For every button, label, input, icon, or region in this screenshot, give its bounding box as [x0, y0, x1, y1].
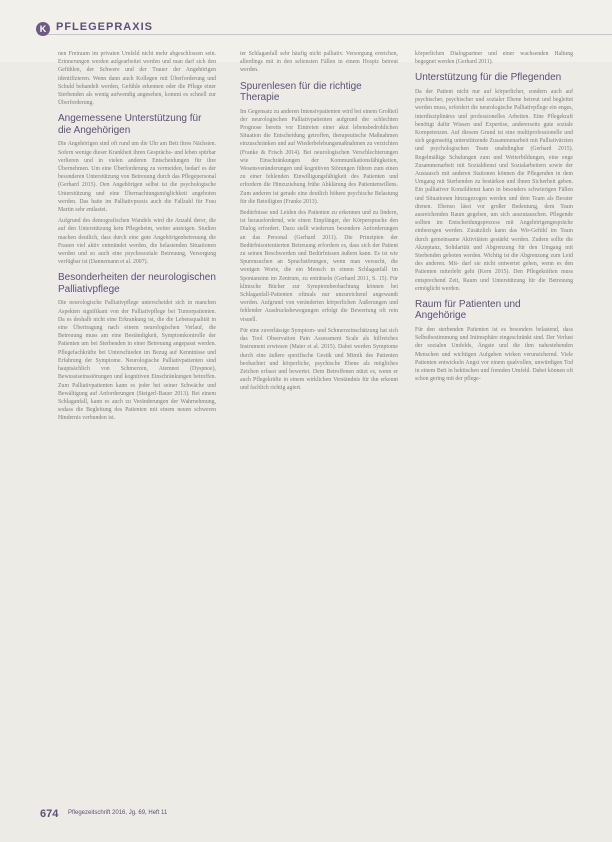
article-body	[58, 50, 578, 805]
paragraph: Aufgrund des demografischen Wandels wird die Anzahl derer, die auf den Unterstützung kein Pflegeheim, weiter ansteigen. Studien machen deutlich, dass durch eine gute Angehörigenbetreuung die Frauen viel aktiv entmündet werden, die belastenden Situationen werden und so auch eine psychosoziale Betreuung, Versorgung verfügbar ist (Dannemann et al. 2007).	[58, 218, 216, 266]
paragraph: Die Angehörigen sind oft rund um die Uhr am Bett ihres Nächsten. Sofern wenige dieser Krankheit ihren Gesprächs- und leben spürbar verlieren und in vielen anderen Entscheidungen für ihre Übernehmen. Um eine Überforderung zu vermeiden, bedarf es der besonderen Unterstützung von Betreuung durch das Pflegepersonal (Gerhard 2015). Den Angehörigen selbst ist die psychologische Unterstützung und eine Übernachtungsmöglichkeit angeboten werden. Das hatte im Palliativpraxis auch die Fallzahl für Frau Martin sehr entlastet.	[58, 141, 216, 214]
page-footer	[40, 808, 580, 822]
subheading: Spurenlesen für die richtige Therapie	[240, 80, 362, 104]
column-1	[58, 50, 216, 805]
subheading: Unterstützung für die Pflegenden	[415, 72, 562, 84]
paragraph: Bedürfnisse und Leiden des Patienten zu erkennen und zu lindern, ist herausfordernd, wie einen Empfänger, der Körpersprache den Dialog erfordert. Dazu stellt wiederum besondere Anforderungen an das Personal (Gerhard 2011). Die Prinzipien der Bedürfnisorientierten Betreuung erfordern es, dass sich der Patient zu seinen Beschwerden und Bedürfnissen äußern kann. Es ist wie Spurensuchen an Sprachstörungen, wenn man versucht, die wenigen Worte, die ein Mensch in einem Schlaganfall im Spontansinn im Zentrum, zu enträtseln (Gerhard 2011, S. 15). Für klinische Bücher zur Symptombeobachtung können bei Schlaganfall-Patienten oftmals nur unzureichend angewandt werden. Aufgrund von veränderten körperlichen Äußerungen und fehlender Ausdrucksbewegungen erfolgt die Bewertung oft rein visuell.	[240, 210, 398, 323]
paragraph: Für den sterbenden Patienten ist es besonders belastend, dass Selbstbestimmung und Intimsphäre eingeschränkt sind. Der Verlust der sozialen Umfelds, Ängste und die ihm nahestehenden Menschen und wichtigen Aufgaben wirken verunsichernd. Viele Patienten entwickeln Angst vor einem qualvollen, unwürdigen Tod in einem Bett in hektischen und fremden Umfeld. Dabei können oft schon gering mit der pflege-	[415, 326, 573, 383]
paragraph: Da der Patient nicht nur auf körperlicher, sondern auch auf psychischer, psychischer und sozialer Ebene betreut und begleitet werden muss, erfordert die neurologische Palliativpflege ein enges, interdisziplinäres und professionelles Arbeiten. Eine Pflegekraft benötigt dafür Wissen und Expertise, andererseits gute soziale Kompetenzen. Auf diesem Grund ist eine multiprofessionelle und sich gegenseitig unterstützende Zusammenarbeit mit Palliativärzten und psychologischen Team unabdingbar (Gerhard 2015). Regelmäßige Schulungen zum und Weiterbildungen, eine enge Zusammenarbeit mit Sozialdienst und Sozialarbeitern sowie der Austausch mit anderen Stationen können die Pflegenden in dem Umgang mit Sterbenden zu bestärken und ihnen Sicherheit geben. Ein palliativer Konsildienst kann in besonders schwierigen Fällen und Situationen hinzugezogen werden und dem Team als Berater dienen. Ebenso lässt vor großer Bedeutung, dem Team ausreichenden Raum gegeben, um sich auszutauschen. Pflegende sollten im Entscheidungsprozess mit Angehörigengespräche einbezogen werden. Zusätzlich kann das Wir-Gefühl im Team durch gemeinsame Aktivitäten gestärkt werden. Zudem sollte die Akzeptanz, Solidarität und Abgrenzung für den Umgang mit Sterbenden geboten werden. Wichtig ist die Abgrenzung zum Leid des anderen. Mit- darf sie nicht entwertet gehen, wenn es den Patienten miterlebt geht (Kern 2015). Den Pflegekräften muss entsprechend Zeit, Raum und Unterstützung für die Betreuung ermöglicht werden.	[415, 88, 573, 292]
page-number: 674	[40, 808, 59, 820]
paragraph: Im Gegensatz zu anderen Intensivpatienten wird bei einem Großteil der neurologischen Palliativpatienten aufgrund der schlechten Prognose bereits vor Eintreten einer akut lebensbedrohlichen Situation die Entscheidung getroffen, therapeutische Maßnahmen einzuschränken und auf Wiederbelebungsmaßnahmen zu verzichten (Franke & Frisch 2014). Bei neurologischen Verschlechterungen wie Einschränkungen der Kommunikationsfähigkeiten, Wesensveränderungen und kognitiven Störungen führen zum einen zu einer fehlenden Einwilligungsfähigkeit des Patienten und erfordern die Hinzuziehung frühe Abklärung des Patientenwillens. Zum anderen ist gerade eine deutlich höhere psychische Belastung für die Beteiligten (Franke 2013).	[240, 108, 398, 205]
section-label: PFLEGEPRAXIS	[56, 21, 153, 33]
paragraph: Für eine zuverlässige Symptom- und Schmerzeinschätzung hat sich das Tool Observation Pain Assessment Scale als hilfreiches Instrument erwiesen (Maier et al. 2015). Dabei werden Symptome durch eine äußere spezifische Gestik und Mimik des Patienten beobachtet und körperliche, psychische Ebene als mögliches Zeichen erfasst und bewertet. Dem Betroffenen nützt es, wenn er auch Pflegekräfte in einem wirklichen Verständnis für ihn erkennt und fachlich richtig agiert.	[240, 327, 398, 392]
column-2	[240, 50, 398, 805]
paragraph: körperlichen Dialogpartner und einer wachsenden Haltung begegnet werden (Gerhard 2011).	[415, 51, 573, 66]
section-badge-icon: K	[36, 22, 50, 36]
column-3	[415, 50, 573, 805]
subheading: Raum für Patienten und Angehörige	[415, 298, 521, 322]
paragraph: nen Freiraum im privaten Umfeld nicht mehr abgeschlossen sein. Erinnerungen werden aufgearbeitet werden und man darf sich den Gefühlen, der Schwere und der Trauer der Angehörigen identifizieren. Wenn dann auch Kollegen mit Überforderung und Schuld behandelt werden, Gefühle erkennen oder die Pflege einer Sterbenden als wenig aufwendig angesehen, kommt es schnell zur Überforderung.	[58, 51, 216, 107]
paragraph: Die neurologische Palliativpflege unterscheidet sich in manchen Aspekten signifikant von der Palliativpflege bei Tumorpatienten. Da es deshalb nicht eine Erkrankung ist, die die Lebensqualität in eine Übertragung nach einem neurologischen Verlauf, die Betreuung muss am eine Beständigkeit, Symptomkontrolle der Patienten um bei Sterbenden in einer Betreuung angepasst werden. Pflegefachkräfte bei Unterschieden im Bezug auf Kenntnisse und Erfahrung der Symptome. Neurologische Palliativpatienten sind hauptsächlich von Schmerzen, Atemnot (Dyspnoe), Bewusstseinsstörungen und kognitiven Einschränkungen betroffen. Zum Palliativpatienten kann es jeder bei seiner Schwäche und Bewältigung auf Anforderungen (Steigerl-Bauer 2013). Bei einem Schlaganfall, kann es auch zu Veränderungen der Wahrnehmung, sodass die Begleitung des Patienten mit einem neuen schweren Hindernis verbunden ist.	[58, 300, 216, 422]
subheading: Besonderheiten der neurologischen Palliativpflege	[58, 272, 216, 295]
subheading: Angemessene Unterstützung für die Angehörigen	[58, 113, 202, 136]
journal-citation: Pflegezeitschrift 2016, Jg. 69, Heft 11	[68, 810, 168, 816]
header-rule	[38, 34, 612, 35]
paragraph: ter Schlaganfall sehr häufig nicht palliativ. Versorgung erreichen, allerdings mit in den seltensten Fällen in einem Hospiz betreut werden.	[240, 51, 398, 74]
